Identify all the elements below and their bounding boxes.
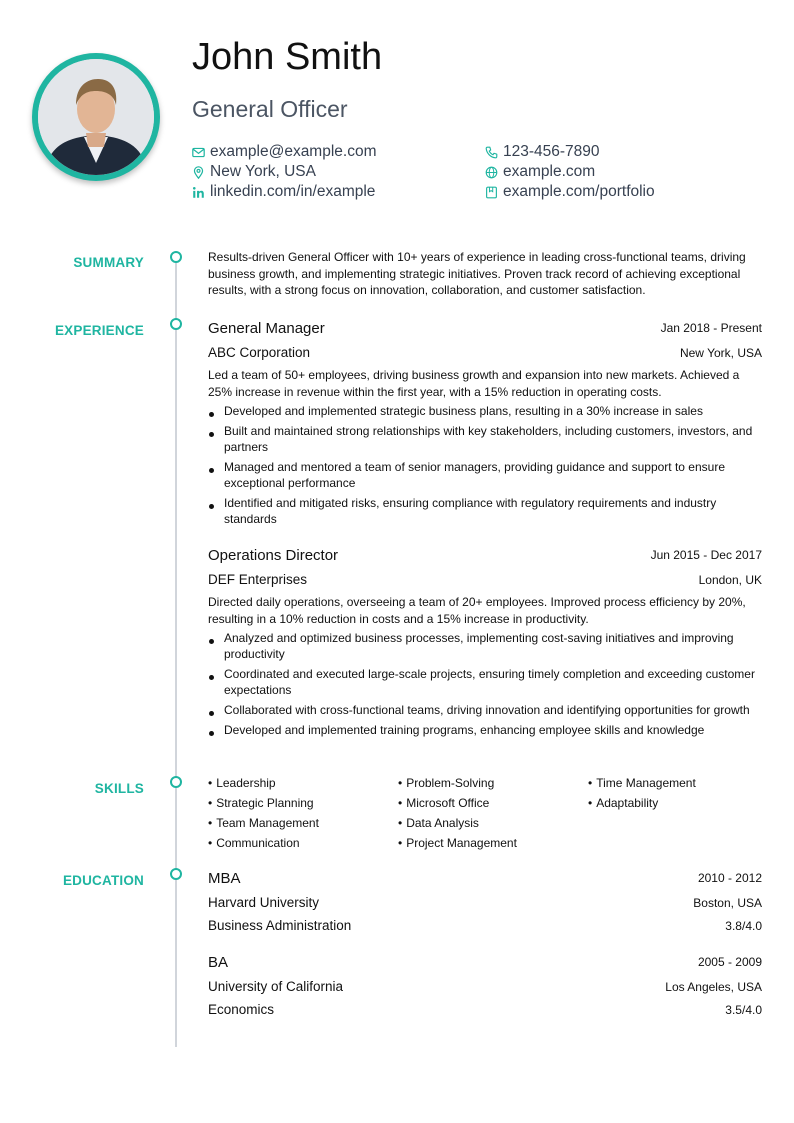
edu-gpa: 3.5/4.0 (725, 1003, 762, 1017)
list-item: Analyzed and optimized business processes, implementing cost-saving initiatives and improving productivity (208, 630, 762, 662)
skill-item: • Communication (208, 836, 300, 850)
edu-field: Economics (208, 1002, 275, 1017)
avatar (38, 59, 154, 175)
contact-portfolio[interactable] (485, 183, 655, 201)
list-item: Developed and implemented training programs, enhancing employee skills and knowledge (208, 722, 762, 738)
section-heading-experience: EXPERIENCE (54, 323, 144, 338)
skill-item: • Strategic Planning (208, 796, 314, 810)
skill-item: • Adaptability (588, 796, 658, 810)
job-company: ABC Corporation (208, 345, 311, 360)
timeline-dot-skills (170, 776, 182, 788)
edu-gpa: 3.8/4.0 (725, 919, 762, 933)
contact-website[interactable] (485, 163, 595, 181)
job-dates: Jun 2015 - Dec 2017 (650, 548, 762, 562)
email-text: example@example.com (210, 143, 377, 160)
edu-school: University of California (208, 979, 344, 994)
skill-item: • Microsoft Office (398, 796, 489, 810)
list-item: Coordinated and executed large-scale projects, ensuring timely completion and exceeding customer expectations (208, 666, 762, 698)
globe-icon (485, 166, 498, 179)
job-description: Directed daily operations, overseeing a team of 20+ employees. Improved process efficiency by 20%, resulting in a 10% reduction in costs and a 15% increase in productivity. (208, 595, 746, 626)
portfolio-text: example.com/portfolio (503, 183, 655, 200)
linkedin-icon (192, 186, 205, 199)
mail-icon (192, 146, 205, 159)
edu-dates: 2005 - 2009 (697, 955, 762, 969)
contact-linkedin[interactable] (192, 183, 375, 201)
phone-icon (485, 146, 498, 159)
section-heading-education: EDUCATION (62, 873, 144, 888)
skill-item: • Data Analysis (398, 816, 479, 830)
edu-dates: 2010 - 2012 (697, 871, 762, 885)
section-heading-summary: SUMMARY (73, 255, 144, 270)
job-location: London, UK (698, 573, 762, 587)
edu-field: Business Administration (208, 918, 352, 933)
candidate-name: John Smith (192, 36, 383, 78)
list-item: Developed and implemented strategic business plans, resulting in a 30% increase in sales (208, 403, 762, 419)
job-role: Operations Director (208, 547, 339, 564)
list-item: Managed and mentored a team of senior managers, providing guidance and support to ensure exceptional performance (208, 459, 762, 491)
contact-location (192, 163, 316, 181)
job-location: New York, USA (679, 346, 762, 360)
job-role: General Manager (208, 320, 325, 337)
list-item: Collaborated with cross-functional teams, driving innovation and identifying opportunities for growth (208, 702, 762, 718)
edu-school: Harvard University (208, 895, 320, 910)
edu-location: Los Angeles, USA (665, 980, 762, 994)
portfolio-icon (485, 186, 498, 199)
job-dates: Jan 2018 - Present (660, 321, 762, 335)
edu-location: Boston, USA (693, 896, 762, 910)
website-text: example.com (503, 163, 596, 180)
summary-text: Results-driven General Officer with 10+ years of experience in leading cross-functional teams, driving business growth, and implementing strategic initiatives. Proven track record of achieving exceptional results, with a strong focus on innovation, collaboration, and customer satisfaction. (208, 250, 746, 297)
avatar-portrait (38, 59, 154, 175)
skill-item: • Project Management (398, 836, 517, 850)
job-title: General Officer (192, 96, 348, 122)
edu-degree: MBA (208, 870, 241, 887)
job-company: DEF Enterprises (208, 572, 308, 587)
skill-item: • Leadership (208, 776, 276, 790)
linkedin-text: linkedin.com/in/example (210, 183, 376, 200)
timeline-dot-education (170, 868, 182, 880)
job-achievements (208, 630, 762, 742)
contact-phone[interactable] (485, 143, 600, 161)
list-item: Built and maintained strong relationships with key stakeholders, including customers, investors, and partners (208, 423, 762, 455)
phone-text: 123-456-7890 (503, 143, 600, 160)
edu-degree: BA (208, 954, 229, 971)
skill-item: • Time Management (588, 776, 696, 790)
contact-email[interactable] (192, 143, 377, 161)
skill-item: • Problem-Solving (398, 776, 494, 790)
timeline-dot-experience (170, 318, 182, 330)
job-achievements (208, 403, 762, 531)
location-text: New York, USA (210, 163, 316, 180)
job-description: Led a team of 50+ employees, driving business growth and expansion into new markets. Achieved a 25% increase in revenue within the first year, with a 15% reduction in operating costs. (208, 368, 740, 399)
section-heading-skills: SKILLS (94, 781, 144, 796)
list-item: Identified and mitigated risks, ensuring compliance with regulatory requirements and industry standards (208, 495, 762, 527)
skill-item: • Team Management (208, 816, 319, 830)
map-pin-icon (192, 166, 205, 179)
timeline-dot-summary (170, 251, 182, 263)
timeline-line (175, 262, 177, 1047)
